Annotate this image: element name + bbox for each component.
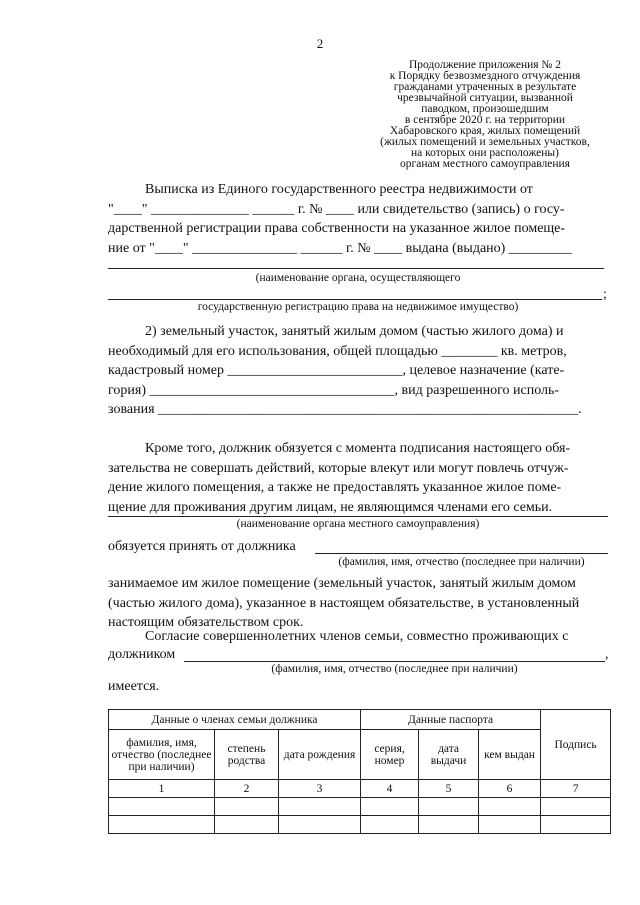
- column-number: 5: [419, 780, 479, 798]
- table-cell: [215, 798, 279, 816]
- table-cell: [541, 798, 611, 816]
- text-line: 2) земельный участок, занятый жилым домом (частью жилого дома) и: [145, 324, 564, 339]
- column-number: 4: [361, 780, 419, 798]
- column-header: серия, номер: [361, 730, 419, 780]
- table-cell: [361, 798, 419, 816]
- text-line: дение жилого помещения, а также не предоставлять указанное жилое поме-: [108, 480, 562, 495]
- table-cell: [419, 816, 479, 834]
- caption-registration-right: государственную регистрацию права на недвижимое имущество): [197, 301, 519, 313]
- accept-paragraph: [108, 574, 608, 633]
- text-line: щение для проживания другим лицам, не являющимся членами его семьи.: [108, 499, 553, 515]
- table-cell: [215, 816, 279, 834]
- fill-line: [184, 661, 605, 662]
- header-line: чрезвычайной ситуации, вызванной: [397, 92, 573, 104]
- caption-fio: (фамилия, имя, отчество (последнее при наличии): [338, 556, 585, 568]
- column-number: 2: [215, 780, 279, 798]
- text-line: гория) ___________________________________, вид разрешенного исполь-: [108, 382, 560, 398]
- text-line: (частью жилого дома), указанное в настоящем обязательстве, в установленный: [108, 595, 580, 611]
- header-line: Продолжение приложения № 2: [408, 59, 562, 71]
- appendix-header: [360, 60, 610, 170]
- registry-extract-paragraph: [108, 180, 608, 258]
- header-line: на которых они расположены): [411, 147, 559, 159]
- header-line: в сентябре 2020 г. на территории: [404, 114, 566, 126]
- table-row: [109, 730, 611, 780]
- header-line: паводком, произошедшим: [421, 103, 549, 115]
- accept-text: обязуется принять от должника: [108, 539, 296, 554]
- header-line: к Порядку безвозмездного отчуждения: [389, 70, 581, 82]
- header-line: (жилых помещений и земельных участков,: [380, 136, 590, 148]
- obligation-paragraph: [108, 439, 608, 517]
- semicolon: ;: [603, 287, 607, 302]
- table-cell: [361, 816, 419, 834]
- family-members-table: [108, 709, 611, 834]
- comma: ,: [605, 647, 609, 662]
- table-cell: [109, 798, 215, 816]
- text-line: Кроме того, должник обязуется с момента подписания настоящего обя-: [145, 441, 571, 456]
- text-line: зования ____________________________________________________________.: [108, 402, 582, 417]
- consent-paragraph: [108, 627, 608, 647]
- caption-registration-org: (наименование органа, осуществляющего: [255, 272, 461, 284]
- exists-text: имеется.: [108, 679, 160, 694]
- table-cell: [479, 816, 541, 834]
- column-header: дата рождения: [279, 730, 361, 780]
- page-number: 2: [316, 36, 324, 51]
- signature-header: Подпись: [541, 710, 611, 780]
- column-header: дата выдачи: [419, 730, 479, 780]
- text-line: необходимый для его использования, общей площадью ________ кв. метров,: [108, 343, 567, 359]
- text-line: занимаемое им жилое помещение (земельный участок, занятый жилым домом: [108, 576, 576, 591]
- consent-text: должником: [108, 647, 176, 662]
- table-cell: [109, 816, 215, 834]
- text-line: кадастровый номер _________________________, целевое назначение (кате-: [108, 363, 565, 378]
- column-number: 6: [479, 780, 541, 798]
- caption-local-gov: (наименование органа местного самоуправления): [236, 518, 480, 530]
- header-line: органам местного самоуправления: [400, 158, 570, 170]
- header-line: гражданами утраченных в результате: [393, 81, 577, 93]
- column-number: 7: [541, 780, 611, 798]
- header-line: Хабаровского края, жилых помещений: [389, 125, 581, 137]
- column-header: степень родства: [215, 730, 279, 780]
- text-line: Согласие совершеннолетних членов семьи, совместно проживающих с: [145, 629, 569, 644]
- caption-fio-2: (фамилия, имя, отчество (последнее при наличии): [271, 663, 518, 675]
- table-cell: [419, 798, 479, 816]
- text-line: ние от "____" _______________ ______ г. № ____ выдана (выдано) _________: [108, 240, 572, 256]
- land-plot-paragraph: [108, 322, 608, 420]
- text-line: "____" ______________ ______ г. № ____ или свидетельство (запись) о госу-: [108, 201, 565, 217]
- column-number: 1: [109, 780, 215, 798]
- text-line: дарственной регистрации права собственности на указанное жилое помеще-: [108, 221, 566, 236]
- table-row: [109, 710, 611, 730]
- text-line: настоящим обязательством срок.: [108, 615, 304, 630]
- table-cell: [279, 798, 361, 816]
- table-row: [109, 780, 611, 798]
- column-number: 3: [279, 780, 361, 798]
- fill-line: [108, 516, 608, 517]
- table-cell: [479, 798, 541, 816]
- table-cell: [541, 816, 611, 834]
- table-cell: [279, 816, 361, 834]
- fill-line: [108, 299, 602, 300]
- text-line: зательства не совершать действий, которые влекут или могут повлечь отчуж-: [108, 460, 569, 476]
- table-row: [109, 816, 611, 834]
- fill-line: [315, 553, 608, 554]
- group-family-header: Данные о членах семьи должника: [109, 710, 361, 730]
- table-row: [109, 798, 611, 816]
- column-header: кем выдан: [479, 730, 541, 780]
- fill-line: [108, 268, 604, 269]
- text-line: Выписка из Единого государственного реестра недвижимости от: [145, 182, 533, 197]
- column-header: фамилия, имя, отчество (последнее при наличии): [109, 730, 215, 780]
- group-passport-header: Данные паспорта: [361, 710, 541, 730]
